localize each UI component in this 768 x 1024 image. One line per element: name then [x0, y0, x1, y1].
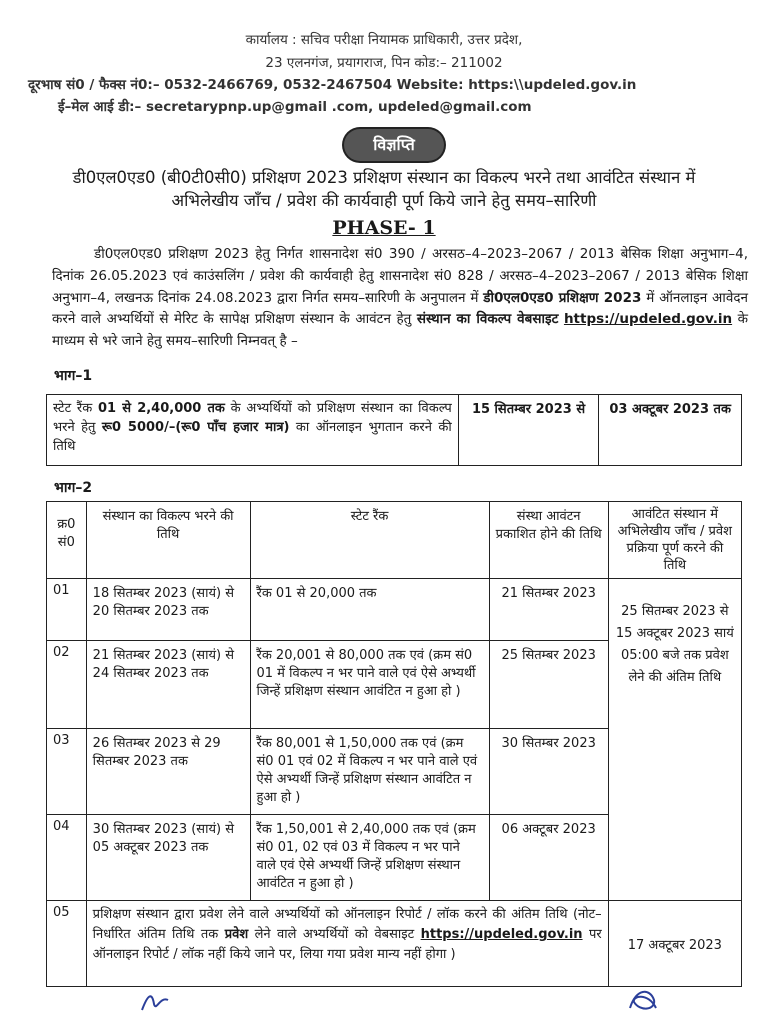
header-allot-date: संस्था आवंटन प्रकाशित होने की तिथि: [489, 502, 608, 579]
table-row: [47, 901, 742, 987]
part1-desc-text-3: का ऑनलाइन भुगतान करने की तिथि: [53, 420, 452, 454]
part2-table: [46, 501, 742, 987]
notice-title-line2: अभिलेखीय जाँच / प्रवेश की कार्यवाही पूर्ण किये जाने हेतु समय–सारिणी: [171, 191, 597, 210]
part1-rank-range: 01 से 2,40,000 तक: [98, 401, 225, 416]
part1-desc-text-1: स्टेट रैंक: [53, 401, 98, 416]
contact-phone-line: दूरभाष सं0 / फैक्स नं0:– 0532-2466769, 0532-2467504 Website: https:\\updeled.gov.in: [28, 77, 637, 93]
row1-allot-date: 21 सितम्बर 2023: [489, 579, 608, 641]
row4-sno: 04: [47, 815, 87, 901]
signature-left: [140, 990, 170, 1019]
office-address-line: 23 एलनगंज, प्रयागराज, पिन कोड:– 211002: [265, 55, 503, 71]
part1-from-date: 15 सितम्बर 2023 से: [458, 395, 599, 466]
row5-text-3: पर ऑनलाइन रिपोर्ट / लॉक नहीं किये जाने पर, लिया गया प्रवेश मान्य नहीं होगा ): [92, 927, 602, 962]
website-link[interactable]: https://updeled.gov.in: [563, 311, 733, 328]
notice-badge: विज्ञप्ति: [344, 129, 444, 161]
row3-allot-date: 30 सितम्बर 2023: [489, 729, 608, 815]
part1-fee: रू0 5000/–(रू0 पाँच हजार मात्र): [101, 420, 290, 435]
office-name-line: कार्यालय : सचिव परीक्षा नियामक प्राधिकारी, उत्तर प्रदेश,: [245, 32, 523, 48]
signature-right: [626, 986, 660, 1019]
contact-email-line: ई–मेल आई डी:– secretarypnp.up@gmail .com, updeled@gmail.com: [58, 99, 532, 115]
intro-paragraph: [52, 244, 748, 353]
row5-sno: 05: [47, 901, 87, 987]
row3-option-date: 26 सितम्बर 2023 से 29 सितम्बर 2023 तक: [86, 729, 250, 815]
row5-date: 17 अक्टूबर 2023: [608, 901, 741, 987]
row2-option-date: 21 सितम्बर 2023 (सायं) से 24 सितम्बर 2023 तक: [86, 641, 250, 729]
row5-text-1: प्रशिक्षण संस्थान द्वारा प्रवेश लेने वाले अभ्यर्थियों को ऑनलाइन रिपोर्ट / लॉक करने की अंतिम तिथि (नोट– निर्धारित अंतिम तिथि तक: [92, 907, 602, 942]
row3-sno: 03: [47, 729, 87, 815]
intro-text-1: डी0एल0एड0 प्रशिक्षण 2023 हेतु निर्गत शासनादेश सं0 390 / अरसठ–4–2023–2067 / 2013 बेसिक शिक्षा अनुभाग–4, दिनांक 26.05.2023 एवं काउंसलिंग / प्रवेश की कार्यवाही हेतु शासनादेश सं0 828 / अरसठ–4–2023–2067 / 2013 बेसिक शिक्षा अनुभाग–4, लखनऊ दिनांक 24.08.2023 द्वारा निर्गत समय–सारिणी के अनुपालन में: [52, 246, 748, 306]
table-header-row: [47, 502, 742, 579]
verify-period: 25 सितम्बर 2023 से 15 अक्टूबर 2023 सायं 05:00 बजे तक प्रवेश लेने की अंतिम तिथि: [608, 579, 741, 901]
notice-title-line1: डी0एल0एड0 (बी0टी0सी0) प्रशिक्षण 2023 प्रशिक्षण संस्थान का विकल्प भरने तथा आवंटित संस्थान में: [72, 168, 696, 187]
row5-text-2: लेने वाले अभ्यर्थियों को वेबसाइट: [248, 927, 421, 942]
header-verify-date: आवंटित संस्थान में अभिलेखीय जाँच / प्रवेश प्रक्रिया पूर्ण करने की तिथि: [608, 502, 741, 579]
header-option-date: संस्थान का विकल्प भरने की तिथि: [86, 502, 250, 579]
row2-allot-date: 25 सितम्बर 2023: [489, 641, 608, 729]
row4-option-date: 30 सितम्बर 2023 (सायं) से 05 अक्टूबर 2023 तक: [86, 815, 250, 901]
row5-text: [86, 901, 608, 987]
part2-heading: भाग–2: [54, 480, 93, 496]
row5-website-link[interactable]: https://updeled.gov.in: [420, 927, 583, 942]
row5-bold: प्रवेश: [224, 927, 249, 942]
row1-state-rank: रैंक 01 से 20,000 तक: [250, 579, 489, 641]
row1-sno: 01: [47, 579, 87, 641]
row2-state-rank: रैंक 20,001 से 80,000 तक एवं (क्रम सं0 01 में विकल्प न भर पाने वाले एवं ऐसे अभ्यर्थी जिन्हें प्रशिक्षण संस्थान आवंटित न हुआ हो ): [250, 641, 489, 729]
part1-description: [47, 395, 459, 466]
intro-bold-2: संस्थान का विकल्प वेबसाइट: [416, 311, 559, 328]
row4-state-rank: रैंक 1,50,001 से 2,40,000 तक एवं (क्रम सं0 01, 02 एवं 03 में विकल्प न भर पाने वाले एवं ऐसे अभ्यर्थी जिन्हें प्रशिक्षण संस्थान आवंटित न हुआ हो ): [250, 815, 489, 901]
row2-sno: 02: [47, 641, 87, 729]
table-row: [47, 579, 742, 641]
row4-allot-date: 06 अक्टूबर 2023: [489, 815, 608, 901]
phase-heading: PHASE- 1: [332, 217, 436, 239]
intro-text-2: में ऑनलाइन आवेदन करने वाले अभ्यर्थियों से मेरिट के सापेक्ष प्रशिक्षण संस्थान के आवंटन हेतु: [52, 289, 748, 328]
intro-text-3: के माध्यम से भरे जाने हेतु समय–सारिणी निम्नवत् है –: [52, 311, 748, 350]
header-state-rank: स्टेट रैंक: [250, 502, 489, 579]
intro-bold-1: डी0एल0एड0 प्रशिक्षण 2023: [483, 289, 642, 306]
part1-heading: भाग–1: [54, 368, 93, 384]
part1-table: [46, 394, 742, 466]
part1-desc-text-2: के अभ्यर्थियों को प्रशिक्षण संस्थान का विकल्प भरने हेतु: [53, 401, 452, 435]
row3-state-rank: रैंक 80,001 से 1,50,000 तक एवं (क्रम सं0 01 एवं 02 में विकल्प न भर पाने वाले एवं ऐसे अभ्यर्थी जिन्हें प्रशिक्षण संस्थान आवंटित न हुआ हो ): [250, 729, 489, 815]
header-sno: क्र0 सं0: [47, 502, 87, 579]
row1-option-date: 18 सितम्बर 2023 (सायं) से 20 सितम्बर 2023 तक: [86, 579, 250, 641]
part1-to-date: 03 अक्टूबर 2023 तक: [599, 395, 742, 466]
